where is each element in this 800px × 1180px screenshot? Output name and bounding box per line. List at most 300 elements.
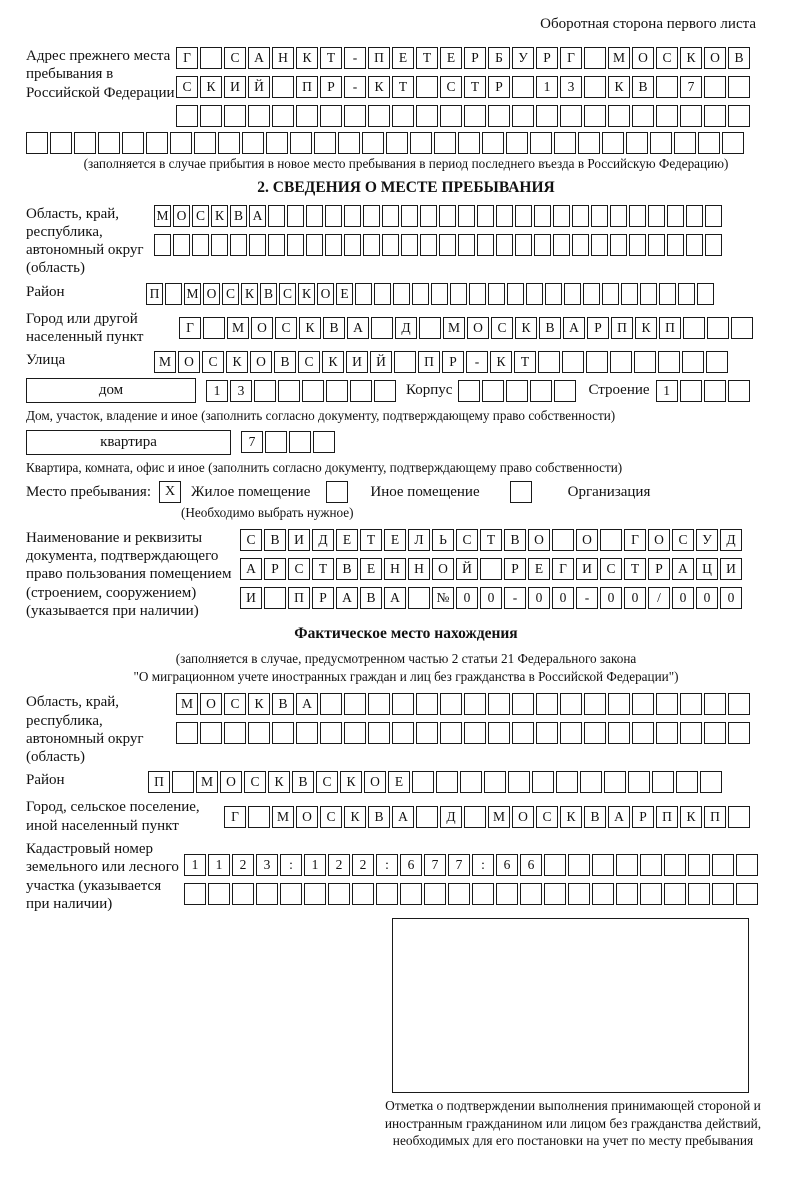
char-box[interactable]: 0 — [456, 587, 478, 609]
char-box[interactable] — [368, 693, 390, 715]
char-box[interactable]: Б — [488, 47, 510, 69]
char-box[interactable] — [678, 283, 695, 305]
char-box[interactable] — [394, 351, 416, 373]
char-box[interactable] — [628, 771, 650, 793]
char-box[interactable] — [652, 771, 674, 793]
char-box[interactable]: Р — [488, 76, 510, 98]
char-box[interactable] — [728, 806, 750, 828]
char-box[interactable]: Р — [312, 587, 334, 609]
char-box[interactable]: 0 — [696, 587, 718, 609]
char-box[interactable] — [512, 722, 534, 744]
char-box[interactable] — [626, 132, 648, 154]
char-box[interactable]: 0 — [600, 587, 622, 609]
char-box[interactable] — [74, 132, 96, 154]
char-box[interactable] — [290, 132, 312, 154]
char-box[interactable] — [313, 431, 335, 453]
char-box[interactable] — [705, 234, 722, 256]
char-box[interactable] — [458, 380, 480, 402]
char-box[interactable]: К — [340, 771, 362, 793]
char-box[interactable] — [592, 883, 614, 905]
char-box[interactable]: Р — [320, 76, 342, 98]
char-box[interactable] — [440, 105, 462, 127]
apartment-field-box[interactable]: квартира — [26, 430, 231, 455]
char-box[interactable] — [648, 205, 665, 227]
char-box[interactable] — [616, 883, 638, 905]
char-box[interactable] — [200, 722, 222, 744]
char-box[interactable]: К — [211, 205, 228, 227]
char-box[interactable] — [440, 693, 462, 715]
char-box[interactable] — [296, 722, 318, 744]
char-box[interactable] — [200, 105, 222, 127]
char-box[interactable] — [256, 883, 278, 905]
char-box[interactable] — [680, 380, 702, 402]
char-box[interactable]: 7 — [680, 76, 702, 98]
char-box[interactable] — [610, 234, 627, 256]
char-box[interactable]: С — [656, 47, 678, 69]
char-box[interactable]: 3 — [230, 380, 252, 402]
char-box[interactable] — [376, 883, 398, 905]
char-box[interactable]: Е — [384, 529, 406, 551]
char-box[interactable] — [608, 693, 630, 715]
char-box[interactable] — [562, 351, 584, 373]
char-box[interactable] — [584, 76, 606, 98]
char-box[interactable]: 6 — [520, 854, 542, 876]
char-box[interactable] — [122, 132, 144, 154]
char-box[interactable] — [610, 205, 627, 227]
char-box[interactable]: В — [292, 771, 314, 793]
char-box[interactable] — [536, 105, 558, 127]
char-box[interactable] — [704, 105, 726, 127]
char-box[interactable] — [401, 234, 418, 256]
char-box[interactable] — [304, 883, 326, 905]
char-box[interactable]: 1 — [184, 854, 206, 876]
char-box[interactable] — [706, 351, 728, 373]
char-box[interactable]: К — [680, 47, 702, 69]
char-box[interactable] — [450, 283, 467, 305]
char-box[interactable] — [704, 693, 726, 715]
char-box[interactable]: Е — [388, 771, 410, 793]
char-box[interactable]: 3 — [256, 854, 278, 876]
char-box[interactable] — [416, 105, 438, 127]
char-box[interactable]: Е — [440, 47, 462, 69]
char-box[interactable]: О — [364, 771, 386, 793]
char-box[interactable] — [401, 205, 418, 227]
char-box[interactable] — [520, 883, 542, 905]
char-box[interactable] — [436, 771, 458, 793]
char-box[interactable]: И — [720, 558, 742, 580]
char-box[interactable]: О — [200, 693, 222, 715]
char-box[interactable] — [458, 205, 475, 227]
char-box[interactable] — [584, 693, 606, 715]
char-box[interactable] — [176, 722, 198, 744]
char-box[interactable]: К — [268, 771, 290, 793]
char-box[interactable] — [640, 854, 662, 876]
char-box[interactable] — [705, 205, 722, 227]
char-box[interactable] — [700, 771, 722, 793]
char-box[interactable]: Н — [272, 47, 294, 69]
char-box[interactable]: 3 — [560, 76, 582, 98]
char-box[interactable] — [538, 351, 560, 373]
char-box[interactable]: Д — [395, 317, 417, 339]
stay-type-checkbox-organization[interactable] — [510, 481, 532, 503]
char-box[interactable] — [512, 693, 534, 715]
char-box[interactable]: К — [560, 806, 582, 828]
char-box[interactable] — [464, 105, 486, 127]
char-box[interactable] — [363, 205, 380, 227]
char-box[interactable] — [352, 883, 374, 905]
char-box[interactable] — [688, 883, 710, 905]
char-box[interactable] — [374, 380, 396, 402]
char-box[interactable] — [248, 806, 270, 828]
char-box[interactable] — [584, 722, 606, 744]
char-box[interactable] — [591, 234, 608, 256]
char-box[interactable] — [434, 132, 456, 154]
char-box[interactable] — [506, 132, 528, 154]
char-box[interactable] — [488, 722, 510, 744]
char-box[interactable] — [469, 283, 486, 305]
char-box[interactable] — [532, 771, 554, 793]
char-box[interactable]: К — [241, 283, 258, 305]
char-box[interactable]: Д — [440, 806, 462, 828]
char-box[interactable] — [526, 283, 543, 305]
char-box[interactable] — [686, 205, 703, 227]
char-box[interactable]: 2 — [328, 854, 350, 876]
char-box[interactable] — [248, 105, 270, 127]
char-box[interactable] — [608, 105, 630, 127]
char-box[interactable] — [664, 854, 686, 876]
char-box[interactable] — [496, 883, 518, 905]
char-box[interactable] — [572, 234, 589, 256]
char-box[interactable] — [722, 132, 744, 154]
char-box[interactable]: Е — [528, 558, 550, 580]
char-box[interactable] — [712, 854, 734, 876]
char-box[interactable] — [704, 76, 726, 98]
stay-type-checkbox-residential[interactable]: X — [159, 481, 181, 503]
char-box[interactable]: О — [704, 47, 726, 69]
char-box[interactable]: П — [656, 806, 678, 828]
char-box[interactable] — [146, 132, 168, 154]
char-box[interactable] — [560, 693, 582, 715]
char-box[interactable]: - — [344, 47, 366, 69]
char-box[interactable]: К — [515, 317, 537, 339]
char-box[interactable] — [515, 205, 532, 227]
char-box[interactable]: Т — [320, 47, 342, 69]
char-box[interactable] — [296, 105, 318, 127]
char-box[interactable]: С — [279, 283, 296, 305]
char-box[interactable] — [440, 722, 462, 744]
char-box[interactable]: К — [368, 76, 390, 98]
char-box[interactable] — [592, 854, 614, 876]
char-box[interactable]: В — [539, 317, 561, 339]
char-box[interactable] — [688, 854, 710, 876]
char-box[interactable] — [170, 132, 192, 154]
char-box[interactable] — [439, 205, 456, 227]
char-box[interactable]: Т — [480, 529, 502, 551]
char-box[interactable]: № — [432, 587, 454, 609]
char-box[interactable]: Г — [176, 47, 198, 69]
char-box[interactable] — [484, 771, 506, 793]
char-box[interactable] — [728, 722, 750, 744]
char-box[interactable] — [564, 283, 581, 305]
char-box[interactable]: О — [173, 205, 190, 227]
char-box[interactable] — [265, 431, 287, 453]
char-box[interactable]: А — [336, 587, 358, 609]
char-box[interactable]: 0 — [480, 587, 502, 609]
char-box[interactable] — [464, 806, 486, 828]
char-box[interactable]: В — [504, 529, 526, 551]
char-box[interactable]: : — [376, 854, 398, 876]
char-box[interactable] — [98, 132, 120, 154]
char-box[interactable]: В — [584, 806, 606, 828]
char-box[interactable] — [632, 722, 654, 744]
char-box[interactable]: С — [222, 283, 239, 305]
char-box[interactable] — [344, 722, 366, 744]
char-box[interactable] — [656, 105, 678, 127]
char-box[interactable]: А — [392, 806, 414, 828]
char-box[interactable] — [488, 693, 510, 715]
char-box[interactable] — [496, 234, 513, 256]
char-box[interactable] — [203, 317, 225, 339]
char-box[interactable] — [616, 854, 638, 876]
char-box[interactable] — [534, 234, 551, 256]
char-box[interactable]: М — [154, 205, 171, 227]
char-box[interactable] — [320, 693, 342, 715]
char-box[interactable]: Р — [464, 47, 486, 69]
char-box[interactable] — [272, 722, 294, 744]
char-box[interactable] — [656, 722, 678, 744]
char-box[interactable]: П — [611, 317, 633, 339]
char-box[interactable] — [338, 132, 360, 154]
char-box[interactable]: С — [176, 76, 198, 98]
char-box[interactable] — [386, 132, 408, 154]
char-box[interactable] — [200, 47, 222, 69]
char-box[interactable] — [728, 105, 750, 127]
char-box[interactable]: Ц — [696, 558, 718, 580]
char-box[interactable] — [544, 883, 566, 905]
char-box[interactable]: К — [296, 47, 318, 69]
char-box[interactable] — [674, 132, 696, 154]
char-box[interactable] — [344, 205, 361, 227]
char-box[interactable] — [554, 380, 576, 402]
char-box[interactable]: М — [176, 693, 198, 715]
char-box[interactable] — [536, 693, 558, 715]
char-box[interactable]: И — [346, 351, 368, 373]
char-box[interactable]: 0 — [624, 587, 646, 609]
char-box[interactable] — [368, 105, 390, 127]
char-box[interactable]: М — [196, 771, 218, 793]
char-box[interactable] — [400, 883, 422, 905]
char-box[interactable]: С — [456, 529, 478, 551]
char-box[interactable] — [173, 234, 190, 256]
char-box[interactable]: С — [224, 47, 246, 69]
char-box[interactable]: 2 — [352, 854, 374, 876]
char-box[interactable] — [682, 351, 704, 373]
char-box[interactable]: С — [320, 806, 342, 828]
char-box[interactable] — [553, 234, 570, 256]
char-box[interactable] — [698, 132, 720, 154]
char-box[interactable]: О — [467, 317, 489, 339]
char-box[interactable]: 0 — [528, 587, 550, 609]
char-box[interactable]: У — [512, 47, 534, 69]
char-box[interactable] — [496, 205, 513, 227]
char-box[interactable] — [416, 76, 438, 98]
char-box[interactable]: О — [632, 47, 654, 69]
char-box[interactable] — [344, 693, 366, 715]
char-box[interactable]: К — [490, 351, 512, 373]
char-box[interactable] — [610, 351, 632, 373]
char-box[interactable]: И — [224, 76, 246, 98]
char-box[interactable]: 6 — [496, 854, 518, 876]
char-box[interactable]: С — [440, 76, 462, 98]
char-box[interactable] — [448, 883, 470, 905]
char-box[interactable] — [650, 132, 672, 154]
char-box[interactable]: А — [384, 587, 406, 609]
char-box[interactable] — [556, 771, 578, 793]
char-box[interactable] — [667, 234, 684, 256]
char-box[interactable]: П — [148, 771, 170, 793]
char-box[interactable]: Р — [648, 558, 670, 580]
char-box[interactable] — [683, 317, 705, 339]
char-box[interactable]: О — [250, 351, 272, 373]
char-box[interactable] — [355, 283, 372, 305]
char-box[interactable] — [586, 351, 608, 373]
char-box[interactable]: : — [280, 854, 302, 876]
char-box[interactable]: О — [317, 283, 334, 305]
char-box[interactable]: А — [296, 693, 318, 715]
char-box[interactable]: А — [672, 558, 694, 580]
char-box[interactable] — [306, 205, 323, 227]
char-box[interactable] — [680, 722, 702, 744]
char-box[interactable] — [392, 105, 414, 127]
char-box[interactable] — [544, 854, 566, 876]
char-box[interactable] — [640, 883, 662, 905]
char-box[interactable] — [728, 693, 750, 715]
char-box[interactable]: В — [632, 76, 654, 98]
char-box[interactable]: К — [298, 283, 315, 305]
char-box[interactable] — [382, 205, 399, 227]
char-box[interactable] — [686, 234, 703, 256]
char-box[interactable] — [424, 883, 446, 905]
char-box[interactable] — [416, 693, 438, 715]
char-box[interactable] — [344, 234, 361, 256]
char-box[interactable] — [658, 351, 680, 373]
char-box[interactable] — [667, 205, 684, 227]
char-box[interactable]: Г — [560, 47, 582, 69]
char-box[interactable]: П — [288, 587, 310, 609]
house-field-box[interactable]: дом — [26, 378, 196, 403]
char-box[interactable] — [194, 132, 216, 154]
char-box[interactable] — [242, 132, 264, 154]
char-box[interactable]: Р — [536, 47, 558, 69]
char-box[interactable] — [224, 105, 246, 127]
char-box[interactable]: Г — [624, 529, 646, 551]
char-box[interactable] — [326, 380, 348, 402]
char-box[interactable]: К — [608, 76, 630, 98]
char-box[interactable] — [408, 587, 430, 609]
char-box[interactable]: С — [536, 806, 558, 828]
char-box[interactable] — [507, 283, 524, 305]
char-box[interactable] — [350, 380, 372, 402]
char-box[interactable]: : — [472, 854, 494, 876]
char-box[interactable] — [328, 883, 350, 905]
char-box[interactable] — [488, 283, 505, 305]
char-box[interactable] — [553, 205, 570, 227]
char-box[interactable]: А — [248, 47, 270, 69]
char-box[interactable]: В — [323, 317, 345, 339]
char-box[interactable]: - — [344, 76, 366, 98]
char-box[interactable]: М — [272, 806, 294, 828]
char-box[interactable] — [629, 234, 646, 256]
char-box[interactable]: В — [264, 529, 286, 551]
char-box[interactable] — [736, 883, 758, 905]
char-box[interactable]: П — [368, 47, 390, 69]
char-box[interactable] — [412, 283, 429, 305]
char-box[interactable]: А — [347, 317, 369, 339]
char-box[interactable] — [480, 558, 502, 580]
char-box[interactable]: П — [704, 806, 726, 828]
char-box[interactable] — [460, 771, 482, 793]
char-box[interactable]: А — [249, 205, 266, 227]
char-box[interactable]: К — [248, 693, 270, 715]
char-box[interactable] — [218, 132, 240, 154]
char-box[interactable]: В — [368, 806, 390, 828]
char-box[interactable] — [416, 722, 438, 744]
char-box[interactable]: В — [230, 205, 247, 227]
char-box[interactable] — [248, 722, 270, 744]
char-box[interactable] — [680, 693, 702, 715]
char-box[interactable] — [287, 234, 304, 256]
char-box[interactable] — [482, 132, 504, 154]
char-box[interactable] — [224, 722, 246, 744]
char-box[interactable]: М — [227, 317, 249, 339]
char-box[interactable] — [344, 105, 366, 127]
char-box[interactable]: Й — [248, 76, 270, 98]
char-box[interactable] — [477, 205, 494, 227]
char-box[interactable] — [608, 722, 630, 744]
char-box[interactable]: Т — [514, 351, 536, 373]
char-box[interactable] — [392, 722, 414, 744]
char-box[interactable] — [602, 283, 619, 305]
char-box[interactable]: Д — [312, 529, 334, 551]
char-box[interactable]: У — [696, 529, 718, 551]
char-box[interactable]: Р — [632, 806, 654, 828]
char-box[interactable]: - — [504, 587, 526, 609]
char-box[interactable] — [268, 234, 285, 256]
char-box[interactable] — [458, 234, 475, 256]
char-box[interactable] — [254, 380, 276, 402]
char-box[interactable]: К — [322, 351, 344, 373]
char-box[interactable] — [458, 132, 480, 154]
char-box[interactable] — [393, 283, 410, 305]
char-box[interactable] — [676, 771, 698, 793]
char-box[interactable]: Н — [384, 558, 406, 580]
char-box[interactable] — [534, 205, 551, 227]
char-box[interactable]: Е — [392, 47, 414, 69]
char-box[interactable] — [464, 693, 486, 715]
char-box[interactable]: О — [220, 771, 242, 793]
char-box[interactable]: Т — [360, 529, 382, 551]
char-box[interactable]: 0 — [672, 587, 694, 609]
char-box[interactable]: П — [659, 317, 681, 339]
char-box[interactable] — [629, 205, 646, 227]
char-box[interactable] — [600, 529, 622, 551]
char-box[interactable] — [184, 883, 206, 905]
char-box[interactable]: - — [576, 587, 598, 609]
char-box[interactable] — [591, 205, 608, 227]
char-box[interactable]: Р — [442, 351, 464, 373]
char-box[interactable] — [632, 693, 654, 715]
char-box[interactable]: Р — [587, 317, 609, 339]
